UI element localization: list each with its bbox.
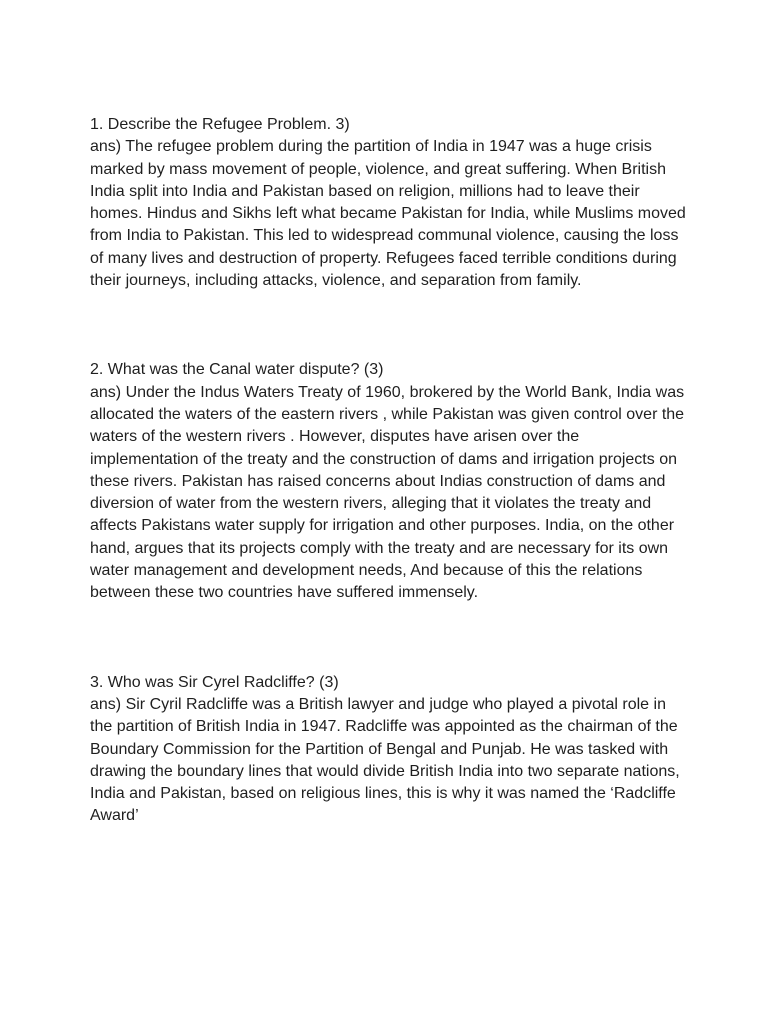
answer-paragraph: ans) The refugee problem during the partition of India in 1947 was a huge crisis marked by mass movement of people, violence, and great suffering. When British India split into India and Pakistan based on religion, millions had to leave their homes. Hindus and Sikhs left what became Pakistan for India, while Muslims moved from India to Pakistan. This led to widespread communal violence, causing the loss of many lives and destruction of property. Refugees faced terrible conditions during their journeys, including attacks, violence, and separation from family.: [90, 138, 686, 290]
question-heading: 2. What was the Canal water dispute? (3): [90, 361, 384, 379]
qa-block-2: [90, 359, 690, 604]
question-heading: 1. Describe the Refugee Problem. 3): [90, 116, 350, 133]
qa-block-3: [90, 672, 690, 828]
answer-paragraph: ans) Under the Indus Waters Treaty of 1960, brokered by the World Bank, India was allocated the waters of the eastern rivers , while Pakistan was given control over the waters of the western rivers . However, disputes have arisen over the implementation of the treaty and the construction of dams and irrigation projects on these rivers. Pakistan has raised concerns about Indias construction of dams and diversion of water from the western rivers, alleging that it violates the treaty and affects Pakistans water supply for irrigation and other purposes. India, on the other hand, argues that its projects comply with the treaty and are necessary for its own water management and development needs, And because of this the relations between these two countries have suffered immensely.: [90, 383, 685, 602]
answer-paragraph: ans) Sir Cyril Radcliffe was a British lawyer and judge who played a pivotal role in the partition of British India in 1947. Radcliffe was appointed as the chairman of the Boundary Commission for the Partition of Bengal and Punjab. He was tasked with drawing the boundary lines that would divide British India into two separate nations, India and Pakistan, based on religious lines, this is why it was named the ‘Radcliffe Award’: [90, 695, 680, 825]
qa-block-1: [90, 114, 690, 292]
document-body: [90, 114, 690, 828]
question-heading: 3. Who was Sir Cyrel Radcliffe? (3): [90, 673, 339, 691]
